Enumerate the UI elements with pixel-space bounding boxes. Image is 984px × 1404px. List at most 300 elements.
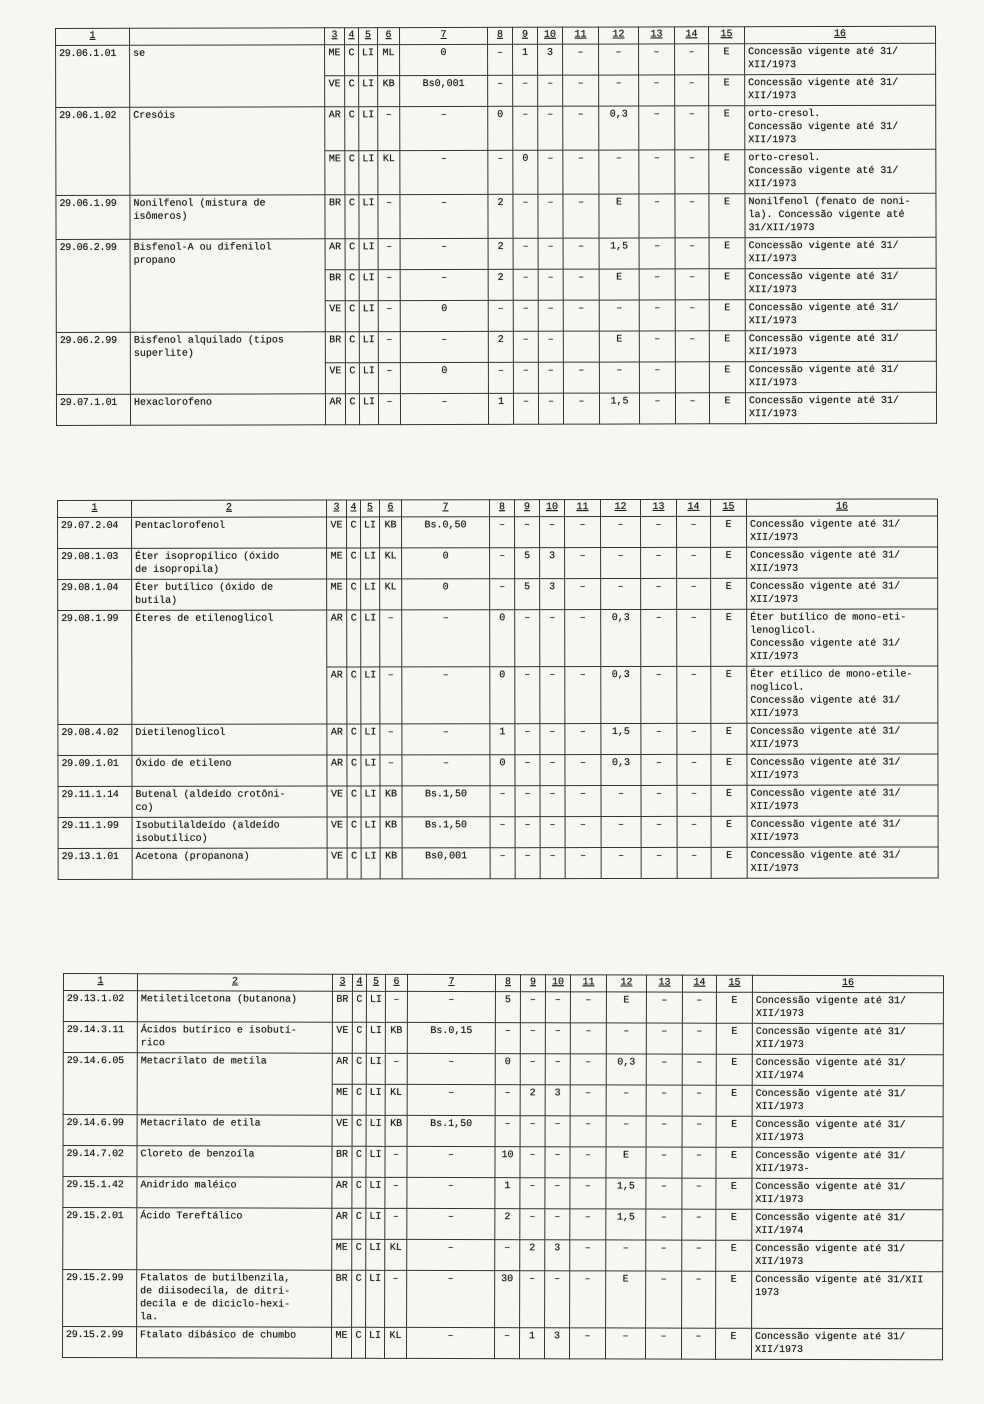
cell-value: – xyxy=(565,610,601,667)
cell-value: – xyxy=(601,847,641,878)
cell-value: – xyxy=(402,667,490,724)
cell-value: – xyxy=(677,578,711,609)
cell-product: Ácidos butírico e isobutí- rico xyxy=(137,1022,332,1054)
cell-value: – xyxy=(570,1116,606,1147)
cell-value: – xyxy=(675,238,709,269)
cell-value: 1 xyxy=(488,393,513,424)
cell-value: – xyxy=(545,1116,570,1147)
cell-value: KB xyxy=(378,76,400,107)
cell-value: 1,5 xyxy=(606,1209,646,1240)
cell-value: – xyxy=(520,992,545,1023)
cell-observation: orto-cresol. Concessão vigente até 31/ XII/1973 xyxy=(745,105,936,149)
cell-value: – xyxy=(639,150,675,194)
column-header: 14 xyxy=(676,499,710,516)
cell-value: 0 xyxy=(495,1054,520,1085)
cell-value: – xyxy=(400,194,488,238)
cell-observation: Concessão vigente até 31/ XII/1973 xyxy=(747,547,938,578)
cell-value: – xyxy=(406,1327,494,1358)
cell-value: – xyxy=(682,1054,716,1085)
cell-value: KL xyxy=(385,1239,407,1270)
cell-value: AR xyxy=(325,394,345,425)
cell-observation: Concessão vigente até 31/ XII/1973 xyxy=(745,268,936,299)
cell-value: E xyxy=(716,1023,752,1054)
column-header: 15 xyxy=(716,975,752,992)
cell-value: – xyxy=(400,269,488,300)
cell-value: – xyxy=(570,1178,606,1209)
cell-value: E xyxy=(709,150,745,194)
cell-value: – xyxy=(488,300,513,331)
cell-observation: Concessão vigente até 31/ XII/1973 xyxy=(752,1116,943,1148)
cell-value: LI xyxy=(361,667,380,724)
column-header: 15 xyxy=(708,27,744,44)
cell-value: – xyxy=(538,194,563,238)
table-row xyxy=(63,1208,943,1241)
cell-value: – xyxy=(641,609,677,666)
cell-value: – xyxy=(545,1178,570,1209)
cell-value: – xyxy=(563,393,599,424)
cell-value: – xyxy=(601,785,641,816)
cell-value: 1 xyxy=(519,1328,544,1359)
cell-observation: orto-cresol. Concessão vigente até 31/ XII/1973 xyxy=(745,149,936,193)
cell-value: – xyxy=(639,238,675,269)
cell-value: LI xyxy=(361,517,380,548)
cell-code: 29.08.1.04 xyxy=(58,579,132,610)
cell-value: E xyxy=(599,269,639,300)
cell-value: – xyxy=(599,300,639,331)
cell-value: – xyxy=(495,1085,520,1116)
cell-value: C xyxy=(345,45,359,76)
cell-value: C xyxy=(345,301,359,332)
cell-code: 29.14.7.02 xyxy=(63,1146,137,1177)
cell-value: – xyxy=(641,516,677,547)
cell-value: C xyxy=(352,1084,366,1115)
cell-value: – xyxy=(407,1239,495,1270)
table-row xyxy=(63,1115,943,1148)
cell-product: Éteres de etilenoglicol xyxy=(132,610,327,724)
cell-value: – xyxy=(682,1147,716,1178)
column-header: 15 xyxy=(710,499,746,516)
cell-value: LI xyxy=(359,301,378,332)
cell-value: – xyxy=(641,754,677,785)
column-header: 2 xyxy=(132,500,327,517)
cell-value: – xyxy=(538,393,563,424)
cell-value: – xyxy=(641,847,677,878)
cell-value: – xyxy=(570,1023,606,1054)
cell-value: C xyxy=(347,755,361,786)
cell-value: – xyxy=(520,1116,545,1147)
cell-product: Metacrilato de metila xyxy=(137,1053,332,1116)
table-row xyxy=(56,43,936,76)
cell-value: – xyxy=(520,1023,545,1054)
cell-value: AR xyxy=(325,239,345,270)
cell-value: – xyxy=(380,667,402,724)
cell-value: – xyxy=(601,816,641,847)
cell-value: – xyxy=(645,1328,681,1359)
cell-observation: Concessão vigente até 31/ XII/1973 xyxy=(745,74,936,105)
cell-value: – xyxy=(675,300,709,331)
cell-value: 3 xyxy=(544,1328,569,1359)
cell-value: – xyxy=(380,724,402,755)
cell-value: – xyxy=(606,1116,646,1147)
cell-value: E xyxy=(716,992,752,1023)
cell-value: – xyxy=(677,666,711,723)
cell-observation: Concessão vigente até 31/ XII/1973 xyxy=(752,1023,943,1054)
cell-value: KB xyxy=(385,1115,407,1146)
cell-value: – xyxy=(538,331,563,362)
cell-value: LI xyxy=(366,1208,385,1239)
cell-value: E xyxy=(715,1328,751,1359)
cell-value: 1,5 xyxy=(601,723,641,754)
cell-value: LI xyxy=(359,107,378,151)
column-header: 1 xyxy=(63,974,137,991)
cell-value: VE xyxy=(325,363,345,394)
cell-value: – xyxy=(639,106,675,150)
column-header: 6 xyxy=(385,974,407,991)
cell-value: – xyxy=(677,754,711,785)
table-row xyxy=(56,105,936,151)
table-row xyxy=(58,516,938,549)
cell-value: C xyxy=(352,991,366,1022)
cell-value: E xyxy=(711,785,747,816)
cell-value: E xyxy=(716,1147,752,1178)
column-header: 1 xyxy=(56,28,130,45)
cell-value: 1,5 xyxy=(599,393,639,424)
cell-value: BR xyxy=(332,1270,352,1327)
cell-value: – xyxy=(677,816,711,847)
cell-value: – xyxy=(495,1116,520,1147)
cell-value: – xyxy=(378,270,400,301)
cell-value: – xyxy=(400,331,488,362)
cell-code: 29.14.3.11 xyxy=(63,1022,137,1053)
cell-value: – xyxy=(378,107,400,151)
cell-value: VE xyxy=(332,1022,352,1053)
cell-value: – xyxy=(641,666,677,723)
cell-value: 0 xyxy=(490,610,515,667)
cell-value: – xyxy=(513,194,538,238)
cell-value: – xyxy=(682,1085,716,1116)
cell-value: – xyxy=(378,363,400,394)
cell-observation: Concessão vigente até 31/ XII/1973 xyxy=(745,361,936,392)
cell-code: 29.06.2.99 xyxy=(56,239,130,332)
cell-value: 0,3 xyxy=(606,1054,646,1085)
cell-value: LI xyxy=(361,817,380,848)
column-header xyxy=(130,28,325,46)
cell-product: Metacrilato de etila xyxy=(137,1115,332,1147)
cell-value: – xyxy=(385,1270,407,1327)
table-row xyxy=(63,1177,943,1210)
cell-value: KB xyxy=(385,1022,407,1053)
cell-value: – xyxy=(385,991,407,1022)
cell-value: E xyxy=(716,1209,752,1240)
cell-value: E xyxy=(711,666,747,723)
cell-value: – xyxy=(606,1023,646,1054)
cell-value: E xyxy=(716,1054,752,1085)
cell-value xyxy=(675,362,709,393)
cell-value: – xyxy=(646,1209,682,1240)
cell-value: – xyxy=(677,723,711,754)
cell-value: 2 xyxy=(488,194,513,238)
cell-value: – xyxy=(565,724,601,755)
column-header: 7 xyxy=(402,500,490,517)
cell-value: E xyxy=(709,238,745,269)
cell-value: – xyxy=(520,1178,545,1209)
cell-observation: Concessão vigente até 31/ XII/1973 xyxy=(745,237,936,268)
column-header: 8 xyxy=(490,500,515,517)
column-header: 16 xyxy=(752,975,943,992)
cell-observation: Concessão vigente até 31/ XII/1973 xyxy=(747,723,938,754)
table-row xyxy=(58,609,938,668)
cell-code: 29.09.1.01 xyxy=(58,755,132,786)
cell-value: – xyxy=(681,1328,715,1359)
cell-value: – xyxy=(569,1328,605,1359)
cell-value: 1,5 xyxy=(606,1178,646,1209)
cell-value: – xyxy=(677,847,711,878)
cell-value: 0 xyxy=(490,755,515,786)
cell-value: – xyxy=(488,44,513,75)
column-header: 10 xyxy=(537,27,562,44)
cell-value: – xyxy=(488,75,513,106)
column-header: 12 xyxy=(601,499,641,516)
cell-value: – xyxy=(400,393,488,424)
cell-value: LI xyxy=(359,195,378,239)
cell-value: BR xyxy=(325,332,345,363)
cell-value: – xyxy=(490,848,515,879)
cell-value: – xyxy=(563,300,599,331)
cell-value: – xyxy=(565,667,601,724)
cell-product: Pentaclorofenol xyxy=(132,517,327,548)
cell-value: – xyxy=(563,269,599,300)
cell-code: 29.14.6.99 xyxy=(63,1115,137,1146)
cell-value: – xyxy=(545,1054,570,1085)
cell-value: – xyxy=(570,1271,606,1328)
cell-value: – xyxy=(677,516,711,547)
cell-value: – xyxy=(540,755,565,786)
cell-value: AR xyxy=(327,755,347,786)
table-row xyxy=(56,193,936,239)
cell-product: Óxido de etileno xyxy=(132,755,327,786)
column-header: 11 xyxy=(565,500,601,517)
cell-value: – xyxy=(563,106,599,150)
cell-value: 1 xyxy=(490,724,515,755)
cell-value: ME xyxy=(332,1084,352,1115)
cell-value: – xyxy=(400,238,488,269)
cell-observation: Concessão vigente até 31/ XII/1973 xyxy=(745,392,936,423)
cell-value: C xyxy=(345,151,359,195)
cell-value: LI xyxy=(366,1177,385,1208)
cell-value: 1,5 xyxy=(599,238,639,269)
cell-value: ME xyxy=(332,1239,352,1270)
cell-product: Dietilenoglicol xyxy=(132,724,327,755)
cell-value: E xyxy=(709,106,745,150)
cell-value: ME xyxy=(331,1327,351,1358)
cell-value: 0,3 xyxy=(601,609,641,666)
cell-value: LI xyxy=(366,1022,385,1053)
column-header: 4 xyxy=(347,500,361,517)
cell-value: – xyxy=(515,755,540,786)
cell-value: – xyxy=(605,1328,645,1359)
cell-value: LI xyxy=(359,151,378,195)
table-row xyxy=(56,237,936,270)
cell-product: Isobutilaldeído (aldeído isobutílico) xyxy=(132,817,327,848)
cell-value: – xyxy=(682,1271,716,1328)
cell-value: 0,3 xyxy=(599,106,639,150)
cell-observation: Concessão vigente até 31/ XII/1973- xyxy=(752,1147,943,1178)
cell-value xyxy=(563,331,599,362)
cell-value: C xyxy=(347,848,361,879)
cell-value: – xyxy=(565,579,601,610)
cell-code: 29.15.2.99 xyxy=(63,1270,137,1327)
cell-value: – xyxy=(565,786,601,817)
cell-value: KB xyxy=(380,517,402,548)
cell-value: E xyxy=(709,75,745,106)
cell-value: BR xyxy=(325,195,345,239)
table-row xyxy=(58,785,938,818)
column-header: 7 xyxy=(407,974,495,991)
cell-value: – xyxy=(565,755,601,786)
cell-value: – xyxy=(385,1177,407,1208)
cell-value: – xyxy=(682,1240,716,1271)
cell-value: – xyxy=(639,393,675,424)
cell-value: – xyxy=(407,1208,495,1239)
cell-value: 3 xyxy=(540,548,565,579)
cell-value: E xyxy=(711,816,747,847)
cell-value: – xyxy=(385,1053,407,1084)
cell-value: – xyxy=(513,75,538,106)
cell-value: – xyxy=(639,75,675,106)
cell-observation: Concessão vigente até 31/ XII/1973 xyxy=(747,816,938,847)
cell-value: – xyxy=(646,992,682,1023)
cell-value: – xyxy=(513,269,538,300)
cell-code: 29.13.1.02 xyxy=(63,991,137,1022)
cell-value: – xyxy=(599,150,639,194)
cell-value: – xyxy=(641,723,677,754)
cell-product: Acetona (propanona) xyxy=(132,848,327,879)
cell-value: – xyxy=(538,238,563,269)
cell-value: VE xyxy=(332,1115,352,1146)
cell-value: 0 xyxy=(490,667,515,724)
cell-value: E xyxy=(709,393,745,424)
cell-value: – xyxy=(400,150,488,194)
cell-observation: Nonilfenol (fenato de noni- la). Concessão vigente até 31/XII/1973 xyxy=(745,193,936,237)
cell-value: – xyxy=(385,1208,407,1239)
cell-value: – xyxy=(378,301,400,332)
cell-value: LI xyxy=(366,991,385,1022)
cell-value: KL xyxy=(385,1084,407,1115)
cell-value: – xyxy=(682,992,716,1023)
cell-value: C xyxy=(345,239,359,270)
cell-value: – xyxy=(515,517,540,548)
cell-value: – xyxy=(639,331,675,362)
cell-value: – xyxy=(599,44,639,75)
cell-value: – xyxy=(563,362,599,393)
cell-value: C xyxy=(347,548,361,579)
cell-observation: Concessão vigente até 31/ XII/1973 xyxy=(745,43,936,74)
cell-value: – xyxy=(515,667,540,724)
table-row xyxy=(63,1146,943,1179)
cell-value: 2 xyxy=(488,269,513,300)
column-header: 3 xyxy=(327,500,347,517)
cell-value: – xyxy=(675,106,709,150)
cell-value: – xyxy=(570,992,606,1023)
cell-value: – xyxy=(515,724,540,755)
column-header: 8 xyxy=(487,27,512,44)
cell-value: – xyxy=(378,195,400,239)
cell-value: – xyxy=(513,362,538,393)
table-row xyxy=(62,1327,942,1360)
column-header: 13 xyxy=(646,975,682,992)
cell-value: – xyxy=(606,1240,646,1271)
cell-value: – xyxy=(641,547,677,578)
cell-value: – xyxy=(385,1146,407,1177)
cell-value: – xyxy=(515,610,540,667)
cell-value: 10 xyxy=(495,1147,520,1178)
cell-value: – xyxy=(402,755,490,786)
cell-code: 29.11.1.14 xyxy=(58,786,132,817)
cell-value: LI xyxy=(359,45,378,76)
cell-value: – xyxy=(570,1240,606,1271)
cell-value: – xyxy=(540,848,565,879)
cell-product: Metiletilcetona (butanona) xyxy=(137,991,332,1023)
cell-value: AR xyxy=(327,667,347,724)
cell-value: – xyxy=(545,1271,570,1328)
cell-value: LI xyxy=(361,755,380,786)
cell-value: E xyxy=(716,1240,752,1271)
table-row xyxy=(58,847,938,880)
cell-value: E xyxy=(709,194,745,238)
cell-value: – xyxy=(540,610,565,667)
cell-value: – xyxy=(520,1147,545,1178)
cell-value: KL xyxy=(380,548,402,579)
cell-value: LI xyxy=(366,1084,385,1115)
cell-value: – xyxy=(538,150,563,194)
cell-value: KL xyxy=(380,579,402,610)
cell-value: – xyxy=(675,75,709,106)
cell-observation: Éter etílico de mono-etile- noglicol. Concessão vigente até 31/ XII/1973 xyxy=(747,666,938,723)
cell-value: LI xyxy=(359,332,378,363)
cell-value: – xyxy=(641,816,677,847)
cell-value: – xyxy=(378,394,400,425)
cell-value: LI xyxy=(361,548,380,579)
cell-value: – xyxy=(515,817,540,848)
column-header: 5 xyxy=(361,500,380,517)
cell-value: – xyxy=(570,1054,606,1085)
cell-value: – xyxy=(538,300,563,331)
cell-value: – xyxy=(682,1023,716,1054)
cell-code: 29.06.2.99 xyxy=(56,332,130,394)
cell-code: 29.11.1.99 xyxy=(58,817,132,848)
cell-value: – xyxy=(570,1085,606,1116)
cell-value: C xyxy=(345,332,359,363)
cell-value: LI xyxy=(361,579,380,610)
cell-value: E xyxy=(711,723,747,754)
column-header: 10 xyxy=(545,975,570,992)
cell-value: BR xyxy=(332,1146,352,1177)
cell-value: 2 xyxy=(520,1240,545,1271)
cell-value: LI xyxy=(366,1115,385,1146)
column-header: 14 xyxy=(674,27,708,44)
cell-observation: Concessão vigente até 31/ XII/1973 xyxy=(747,578,938,609)
cell-observation: Concessão vigente até 31/ XII/1973 xyxy=(752,1085,943,1117)
cell-value: VE xyxy=(327,517,347,548)
table-row xyxy=(63,991,943,1024)
column-header: 16 xyxy=(746,499,937,516)
cell-value: – xyxy=(407,991,495,1022)
cell-observation: Concessão vigente até 31/ XII/1973 xyxy=(745,299,936,330)
cell-value: C xyxy=(345,270,359,301)
cell-value: – xyxy=(563,194,599,238)
cell-observation: Concessão vigente até 31/ XII/1973 xyxy=(752,992,943,1023)
cell-value: – xyxy=(538,75,563,106)
